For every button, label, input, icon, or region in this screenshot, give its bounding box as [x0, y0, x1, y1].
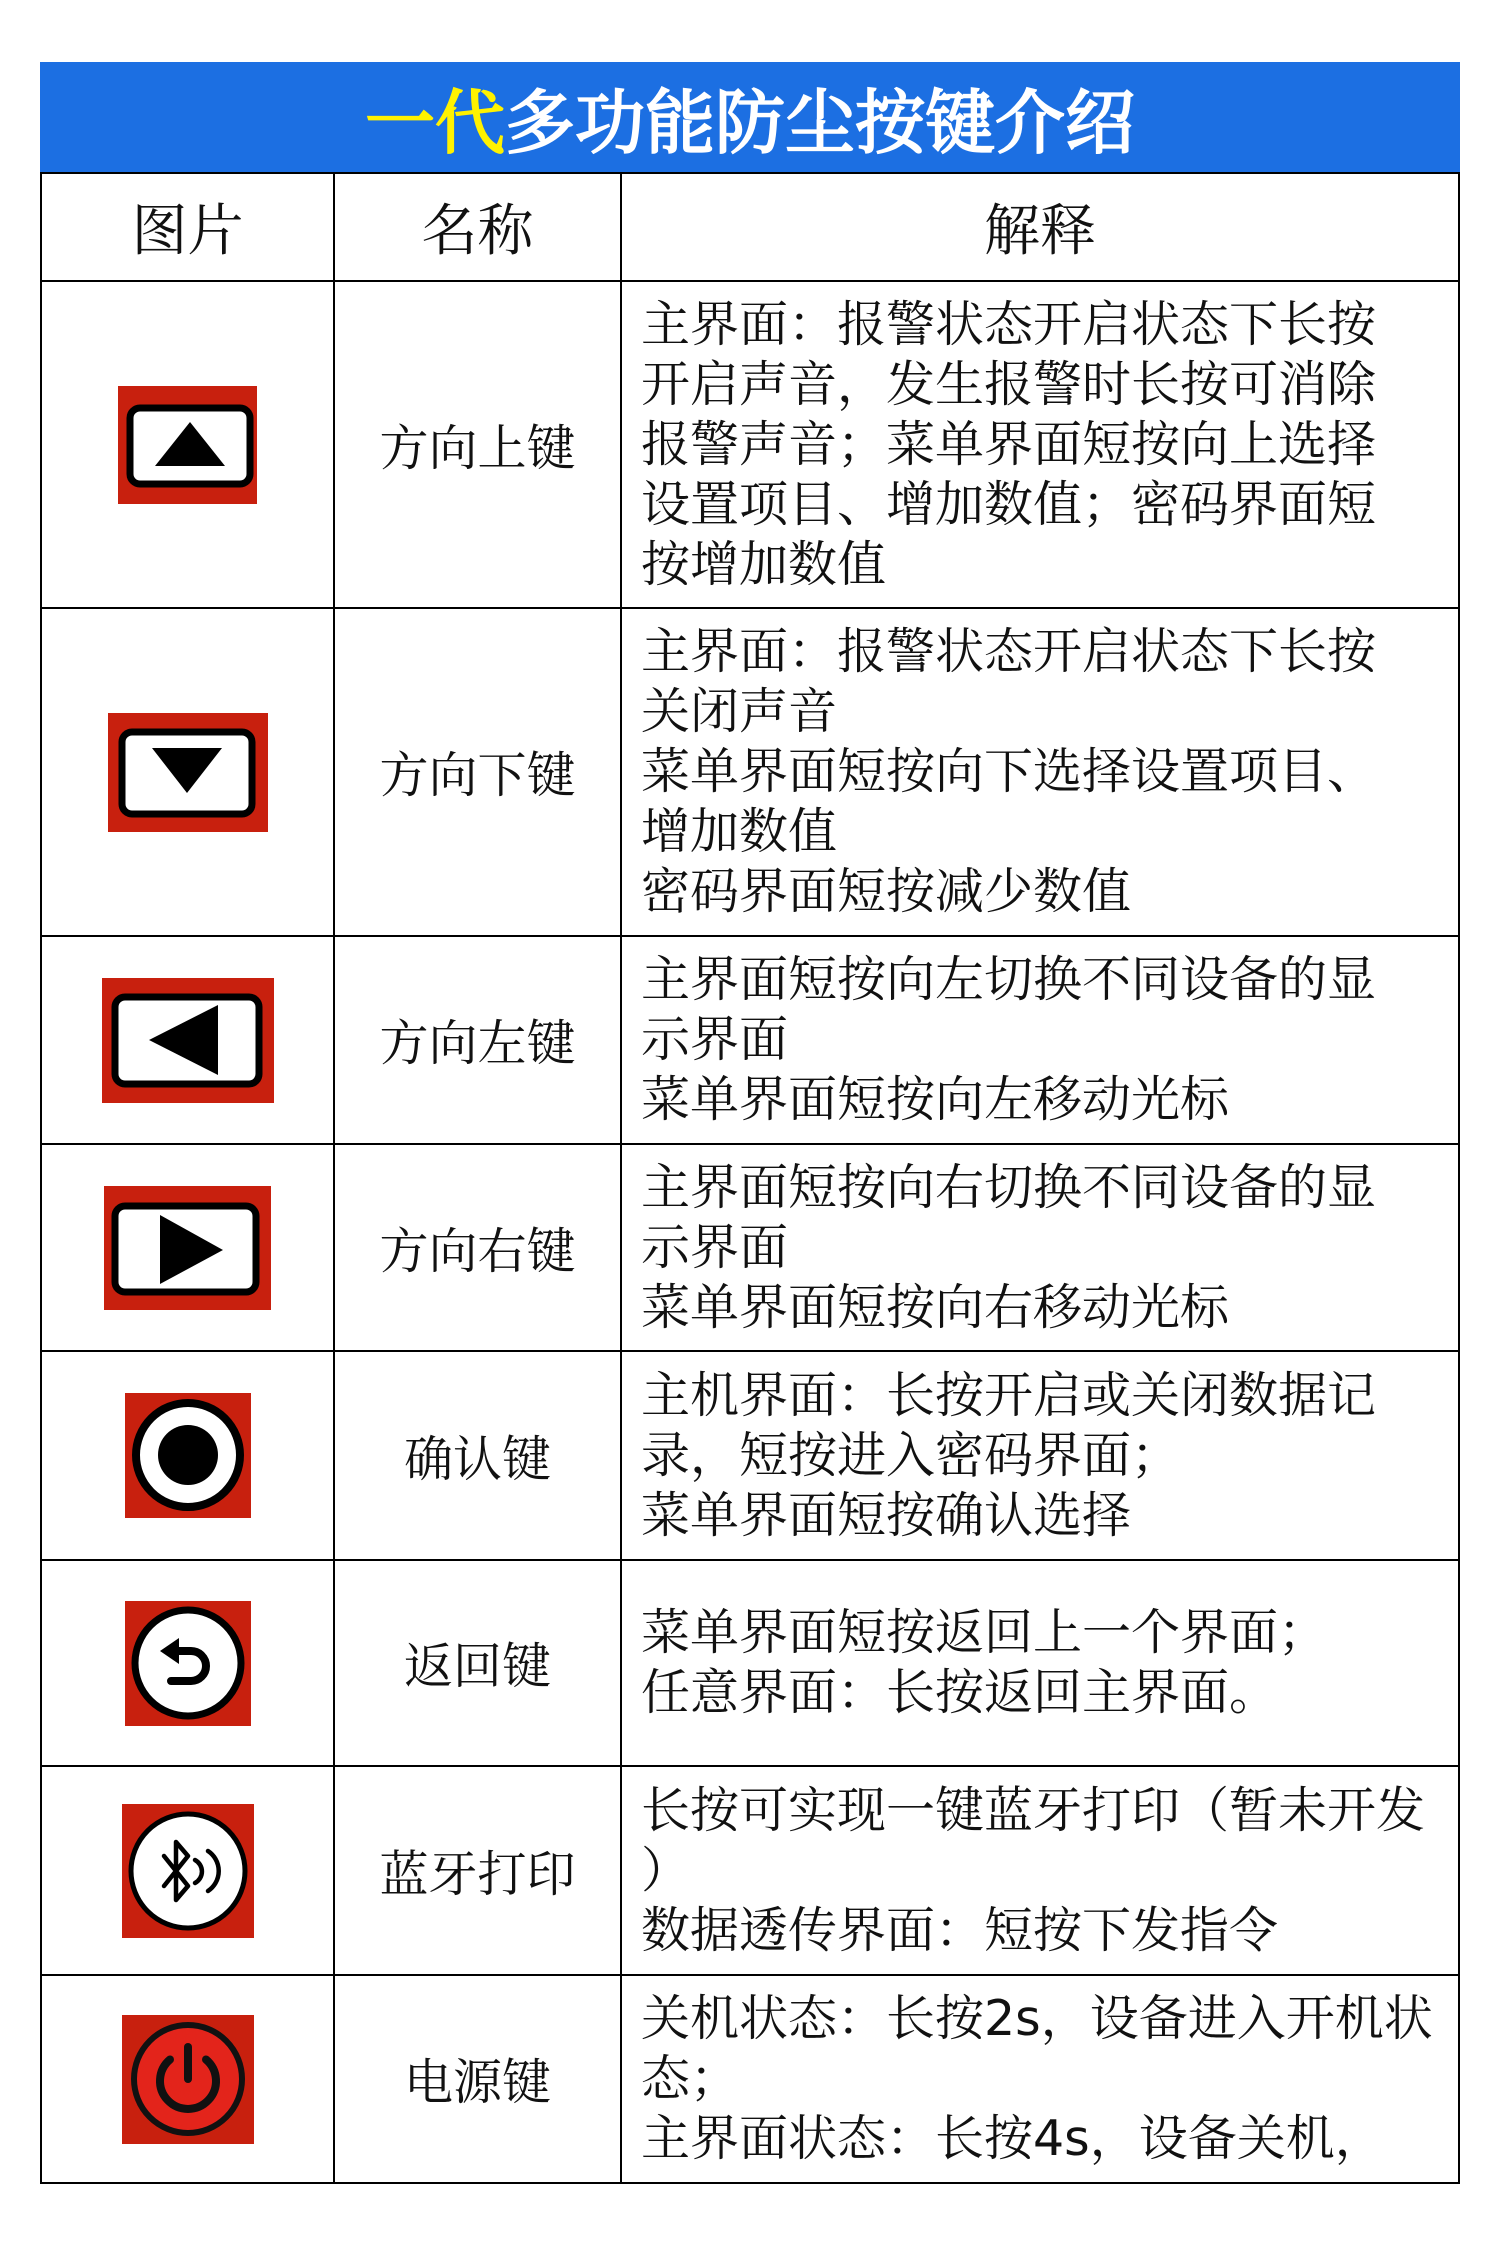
description-line: 任意界面：长按返回主界面。 [641, 1664, 1279, 1721]
key-button [131, 1814, 245, 1928]
title-highlight: 一代 [365, 81, 505, 164]
key-name: 确认键 [403, 1430, 551, 1488]
name-cell [335, 282, 622, 607]
table-row [42, 1145, 1458, 1352]
header-image-cell [42, 174, 335, 280]
table-row [42, 1352, 1458, 1561]
description-cell [622, 1976, 1458, 2182]
description [641, 1989, 1433, 2169]
back-key-icon [125, 1601, 251, 1726]
description-line: 密码界面短按减少数值 [641, 863, 1132, 920]
description-line: 增加数值 [641, 803, 838, 860]
description [641, 295, 1376, 595]
image-cell [42, 609, 335, 935]
description-line: 示界面 [641, 1218, 789, 1276]
key-button [135, 1610, 241, 1716]
down-arrow-key-icon [108, 713, 268, 832]
image-cell [42, 1976, 335, 2182]
description-line: 菜单界面短按向左移动光标 [641, 1071, 1230, 1128]
name-cell [335, 1561, 622, 1765]
name-cell [335, 937, 622, 1143]
description-cell [622, 609, 1458, 935]
header-name-label: 名称 [421, 199, 534, 264]
description-line: 主界面：报警状态开启状态下长按 [641, 295, 1377, 353]
description-line: 菜单界面短按向下选择设置项目、 [641, 743, 1377, 800]
key-name: 方向下键 [379, 747, 576, 804]
description [641, 950, 1376, 1130]
name-cell [335, 1976, 622, 2182]
description [641, 1781, 1425, 1961]
description-line: 主界面短按向左切换不同设备的显 [641, 951, 1377, 1008]
description-line: 菜单界面短按返回上一个界面； [641, 1604, 1328, 1661]
key-name: 方向上键 [379, 419, 576, 477]
description-line: 数据透传界面：短按下发指令 [641, 1901, 1279, 1959]
description [641, 1366, 1376, 1546]
name-cell [335, 609, 622, 935]
power-key-icon [122, 2015, 254, 2144]
description-cell [622, 1561, 1458, 1765]
key-name: 电源键 [403, 2054, 551, 2111]
description-line: 设置项目、增加数值；密码界面短 [641, 475, 1377, 533]
description-line: 主机界面：长按开启或关闭数据记 [641, 1366, 1377, 1424]
title-bar [40, 62, 1460, 172]
image-cell [42, 1767, 335, 1974]
image-cell [42, 1352, 335, 1559]
description-cell [622, 937, 1458, 1143]
key-name: 返回键 [403, 1638, 551, 1695]
description-line: 菜单界面短按确认选择 [641, 1486, 1132, 1544]
description-line: 主界面：报警状态开启状态下长按 [641, 623, 1377, 680]
description-line: ） [641, 1841, 691, 1899]
description-line: 菜单界面短按向右移动光标 [641, 1278, 1230, 1336]
confirm-key-icon [125, 1393, 251, 1518]
image-cell [42, 282, 335, 607]
table-row [42, 282, 1458, 609]
header-row [42, 174, 1458, 282]
key-name: 方向右键 [379, 1222, 576, 1280]
image-cell [42, 1561, 335, 1765]
header-image-label: 图片 [131, 199, 244, 264]
description-line: 开启声音，发生报警时长按可消除 [641, 355, 1377, 413]
image-cell [42, 937, 335, 1143]
table-row [42, 937, 1458, 1145]
header-description-label: 解释 [984, 199, 1096, 264]
description-line: 主界面短按向右切换不同设备的显 [641, 1158, 1377, 1216]
bluetooth-print-key-icon [122, 1804, 254, 1938]
name-cell [335, 1767, 622, 1974]
left-arrow-key-icon [102, 978, 274, 1103]
description-line: 报警声音；菜单界面短按向上选择 [641, 415, 1377, 473]
description-line: 关机状态：长按2s，设备进入开机状 [641, 1990, 1433, 2047]
up-arrow-key-icon [118, 386, 257, 504]
name-cell [335, 1145, 622, 1350]
description-line: 示界面 [641, 1011, 789, 1068]
description-cell [622, 1767, 1458, 1974]
description-line: 关闭声音 [641, 683, 838, 740]
header-name-cell [335, 174, 622, 280]
image-cell [42, 1145, 335, 1350]
table-row [42, 609, 1458, 937]
key-name: 方向左键 [379, 1015, 576, 1072]
description [641, 1158, 1376, 1338]
table-row [42, 1561, 1458, 1767]
description-line: 录，短按进入密码界面； [641, 1426, 1181, 1484]
description [641, 1603, 1327, 1723]
key-intro-sheet [40, 62, 1460, 2184]
key-name: 蓝牙打印 [379, 1845, 576, 1903]
confirm-dot-glyph [158, 1425, 218, 1485]
description-line: 按增加数值 [641, 535, 887, 593]
description-line: 长按可实现一键蓝牙打印（暂未开发 [641, 1781, 1426, 1839]
title-text: 多功能防尘按键介绍 [505, 81, 1135, 164]
description-cell [622, 1145, 1458, 1350]
description-cell [622, 282, 1458, 607]
right-arrow-key-icon [104, 1186, 271, 1310]
table-row [42, 1976, 1458, 2182]
table-row [42, 1767, 1458, 1976]
description-cell [622, 1352, 1458, 1559]
header-description-cell [622, 174, 1458, 280]
description [641, 622, 1376, 922]
name-cell [335, 1352, 622, 1559]
description-line: 主界面状态：长按4s，设备关机， [641, 2110, 1384, 2167]
description-line: 态； [641, 2050, 740, 2107]
key-table [40, 172, 1460, 2184]
